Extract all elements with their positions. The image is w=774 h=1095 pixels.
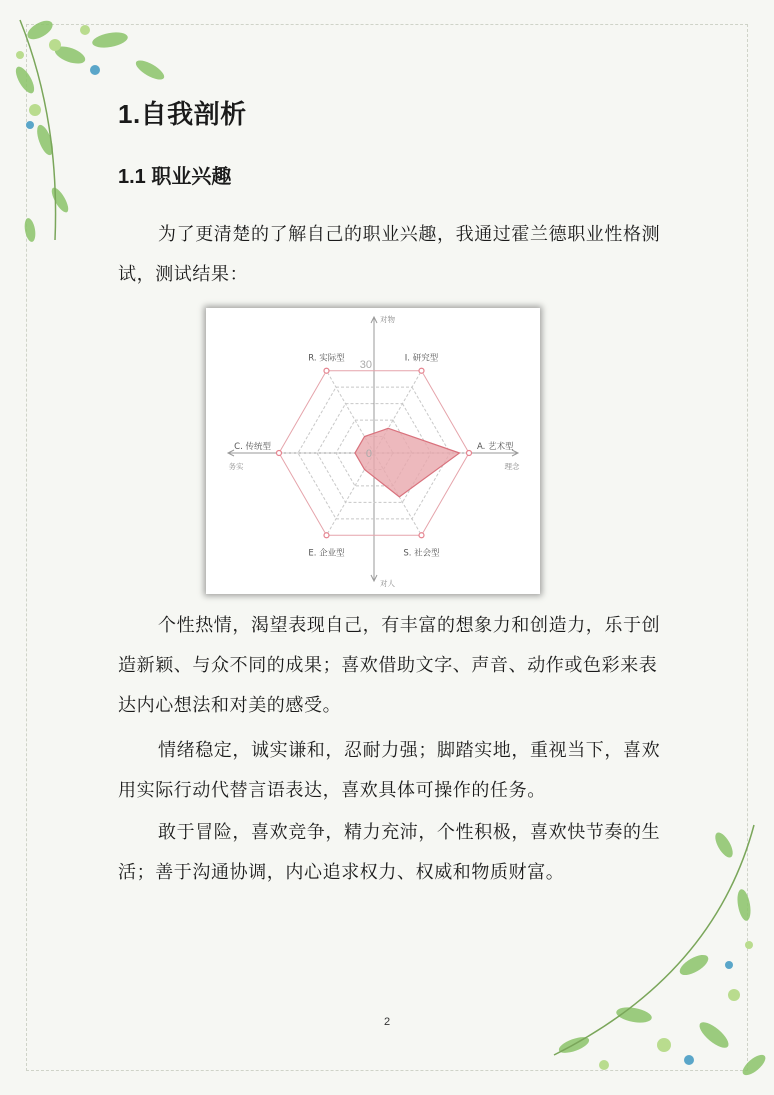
intro-paragraph: 为了更清楚的了解自己的职业兴趣，我通过霍兰德职业性格测试，测试结果： xyxy=(118,224,661,285)
page-title: 1.自我剖析 xyxy=(118,99,247,129)
category-label: I. 研究型 xyxy=(404,353,439,364)
paragraph-realistic: 情绪稳定，诚实谦和，忍耐力强；脚踏实地，重视当下，喜欢用实际行动代替言语表达，喜欢具体可操作的任务。 xyxy=(118,740,661,801)
axis-label-right: 理念 xyxy=(504,462,520,471)
axis-label-left: 务实 xyxy=(228,462,244,471)
category-label: A. 艺术型 xyxy=(477,442,514,452)
vertex-marker-1 xyxy=(467,451,472,456)
category-label: C. 传统型 xyxy=(234,442,271,452)
radar-chart-svg xyxy=(206,308,540,594)
holland-radar-chart xyxy=(206,308,540,594)
axis-label-bottom: 对人 xyxy=(380,579,395,588)
vertex-marker-2 xyxy=(419,533,424,538)
page-number: 2 xyxy=(383,1016,391,1028)
scale-max-label: 30 xyxy=(359,359,372,371)
vertex-marker-0 xyxy=(419,368,424,373)
vertex-marker-3 xyxy=(324,533,329,538)
paragraph-enterprising: 敢于冒险，喜欢竞争，精力充沛，个性积极，喜欢快节奏的生活；善于沟通协调，内心追求权力、权威和物质财富。 xyxy=(118,822,661,883)
section-heading: 1.1 职业兴趣 xyxy=(118,166,232,188)
category-label: E. 企业型 xyxy=(308,548,345,559)
vertex-marker-5 xyxy=(324,368,329,373)
category-label: S. 社会型 xyxy=(403,548,440,559)
vertex-marker-4 xyxy=(277,451,282,456)
axis-label-top: 对物 xyxy=(380,315,395,324)
scale-min-label: 0 xyxy=(365,448,372,460)
category-label: R. 实际型 xyxy=(308,353,345,364)
data-area xyxy=(355,428,460,497)
paragraph-artistic: 个性热情，渴望表现自己，有丰富的想象力和创造力，乐于创造新颖、与众不同的成果；喜欢借助文字、声音、动作或色彩来表达内心想法和对美的感受。 xyxy=(118,615,661,716)
